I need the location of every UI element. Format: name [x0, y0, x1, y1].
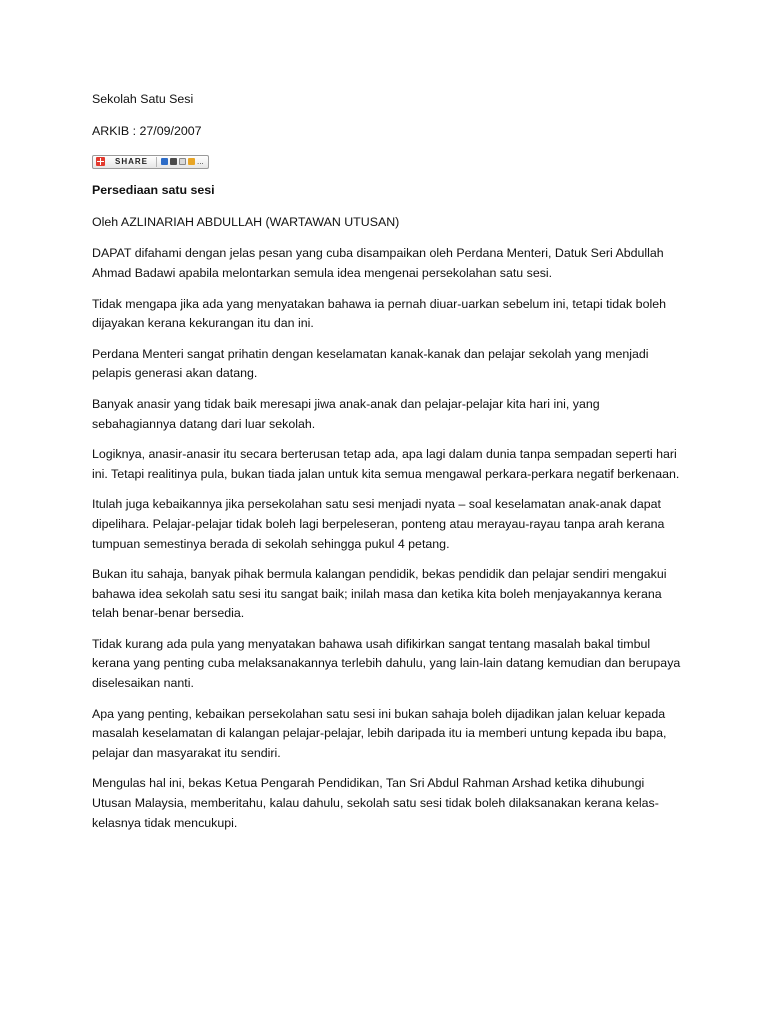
delicious-icon: [161, 158, 168, 165]
paragraph-10: Mengulas hal ini, bekas Ketua Pengarah Pendidikan, Tan Sri Abdul Rahman Arshad ketika dihubungi Utusan Malaysia, memberitahu, kalau dahulu, sekolah satu sesi tidak boleh dilaksanakan kerana kelas-kelasnya tidak mencukupi.: [92, 776, 659, 830]
more-services: ...: [197, 156, 204, 166]
paragraph-7: Bukan itu sahaja, banyak pihak bermula kalangan pendidik, bekas pendidik dan pelajar sendiri mengakui bahawa idea sekolah satu sesi itu sangat baik; inilah masa dan ketika kita boleh menjayakannya kerana telah benar-benar bersedia.: [92, 567, 667, 621]
stumble-icon: [188, 158, 195, 165]
paragraph-4: Banyak anasir yang tidak baik meresapi jiwa anak-anak dan pelajar-pelajar kita hari ini, yang sebahagiannya datang dari luar sekolah.: [92, 396, 600, 431]
share-button[interactable]: [92, 155, 209, 169]
paragraph-8: Tidak kurang ada pula yang menyatakan bahawa usah difikirkan sangat tentang masalah bakal timbul kerana yang penting cuba melaksanakannya terlebih dahulu, yang lain-lain datang kemudian dan berupaya diselesaikan nanti.: [92, 636, 681, 691]
paragraph-5: Logiknya, anasir-anasir itu secara berterusan tetap ada, apa lagi dalam dunia tanpa sempadan seperti hari ini. Tetapi realitinya pula, bukan tiada jalan untuk kita semua mengawal perkara-perkara negatif berkenaan.: [92, 447, 680, 481]
share-divider: [156, 157, 157, 167]
paragraph-3: Perdana Menteri sangat prihatin dengan keselamatan kanak-kanak dan pelajar sekolah yang menjadi pelapis generasi akan datang.: [92, 346, 649, 381]
share-label: SHARE: [115, 156, 149, 166]
paragraph-6: Itulah juga kebaikannya jika persekolahan satu sesi menjadi nyata – soal keselamatan anak-anak dapat dipelihara. Pelajar-pelajar tidak boleh lagi berpeleseran, ponteng atau merayau-rayau tanpa arah kerana tumpuan semestinya berada di sekolah sehingga pukul 4 petang.: [92, 497, 665, 551]
archive-date: ARKIB : 27/09/2007: [92, 123, 202, 138]
article: [92, 90, 682, 844]
paragraph-1: DAPAT difahami dengan jelas pesan yang cuba disampaikan oleh Perdana Menteri, Datuk Seri Abdullah Ahmad Badawi apabila melontarkan semula idea mengenai persekolahan satu sesi.: [92, 246, 664, 280]
byline: Oleh AZLINARIAH ABDULLAH (WARTAWAN UTUSAN): [92, 214, 400, 229]
digg-icon: [170, 158, 177, 165]
paragraph-9: Apa yang penting, kebaikan persekolahan satu sesi ini bukan sahaja boleh dijadikan jalan keluar kepada masalah keselamatan di kalangan pelajar-pelajar, lebih daripada itu ia memberi untung kepada ibu bapa, pelajar dan masyarakat itu sendiri.: [92, 706, 667, 760]
bookmark-icon: [179, 158, 186, 165]
share-row: [92, 153, 682, 171]
article-subtitle: Persediaan satu sesi: [92, 183, 215, 198]
article-title: Sekolah Satu Sesi: [92, 92, 194, 106]
plus-icon: [96, 157, 105, 166]
paragraph-2: Tidak mengapa jika ada yang menyatakan bahawa ia pernah diuar-uarkan sebelum ini, tetapi tidak boleh dijayakan kerana kekurangan itu dan ini.: [92, 296, 667, 331]
